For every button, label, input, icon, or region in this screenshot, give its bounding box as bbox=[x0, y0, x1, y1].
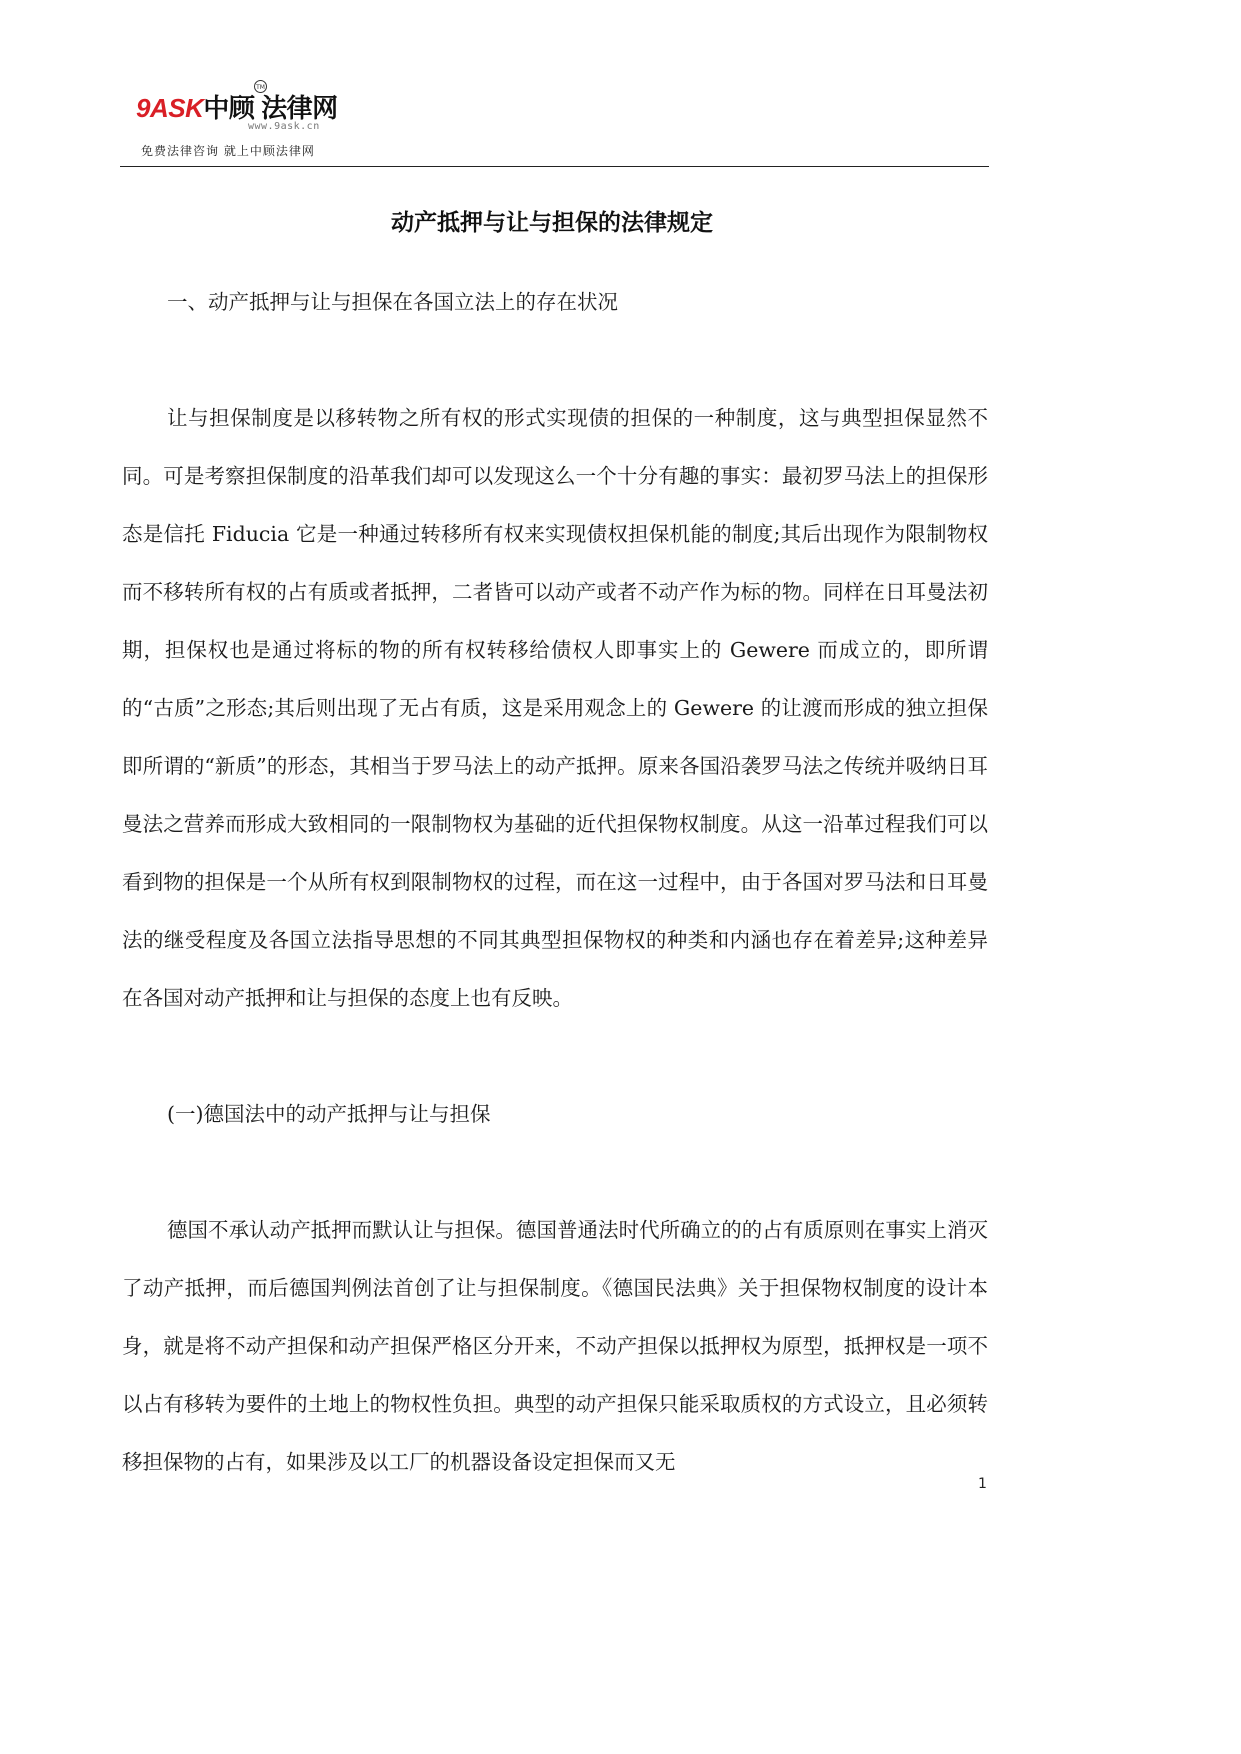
site-logo[interactable] bbox=[136, 84, 376, 163]
logo-wordmark bbox=[136, 88, 338, 125]
document-title: 动产抵押与让与担保的法律规定 bbox=[391, 210, 713, 236]
subsection-heading: (一)德国法中的动产抵押与让与担保 bbox=[167, 1102, 491, 1126]
body-paragraph: 让与担保制度是以移转物之所有权的形式实现债的担保的一种制度，这与典型担保显然不同。可是考察担保制度的沿革我们却可以发现这么一个十分有趣的事实：最初罗马法上的担保形态是信托 Fiducia 它是一种通过转移所有权来实现债权担保机能的制度;其后出现作为限制物权而不移转所有权的占有质或者抵押，二者皆可以动产或者不动产作为标的物。同样在日耳曼法初期，担保权也是通过将标的物的所有权转移给债权人即事实上的 Gewere 而成立的，即所谓的“古质”之形态;其后则出现了无占有质，这是采用观念上的 Gewere 的让渡而形成的独立担保即所谓的“新质”的形态，其相当于罗马法上的动产抵押。原来各国沿袭罗马法之传统并吸纳日耳曼法之营养而形成大致相同的一限制物权为基础的近代担保物权制度。从这一沿革过程我们可以看到物的担保是一个从所有权到限制物权的过程，而在这一过程中，由于各国对罗马法和日耳曼法的继受程度及各国立法指导思想的不同其典型担保物权的种类和内涵也存在着差异;这种差异在各国对动产抵押和让与担保的态度上也有反映。 bbox=[122, 406, 988, 1010]
header-divider bbox=[120, 166, 989, 167]
body-paragraph: 德国不承认动产抵押而默认让与担保。德国普通法时代所确立的的占有质原则在事实上消灭了动产抵押，而后德国判例法首创了让与担保制度。《德国民法典》关于担保物权制度的设计本身，就是将不动产担保和动产担保严格区分开来，不动产担保以抵押权为原型，抵押权是一项不以占有移转为要件的土地上的物权性负担。典型的动产担保只能采取质权的方式设立，且必须转移担保物的占有，如果涉及以工厂的机器设备设定担保而又无 bbox=[122, 1218, 988, 1474]
logo-cn-text: 中顾 法律网 bbox=[203, 93, 338, 123]
logo-slogan: 免费法律咨询 就上中顾法律网 bbox=[141, 144, 315, 158]
logo-url: www.9ask.cn bbox=[248, 121, 320, 132]
page-number: 1 bbox=[978, 1476, 987, 1492]
document-body bbox=[122, 273, 988, 1491]
section-heading: 一、动产抵押与让与担保在各国立法上的存在状况 bbox=[167, 290, 618, 314]
logo-ask-text: 9ASK bbox=[136, 93, 204, 123]
trademark-icon: TM bbox=[254, 80, 267, 93]
